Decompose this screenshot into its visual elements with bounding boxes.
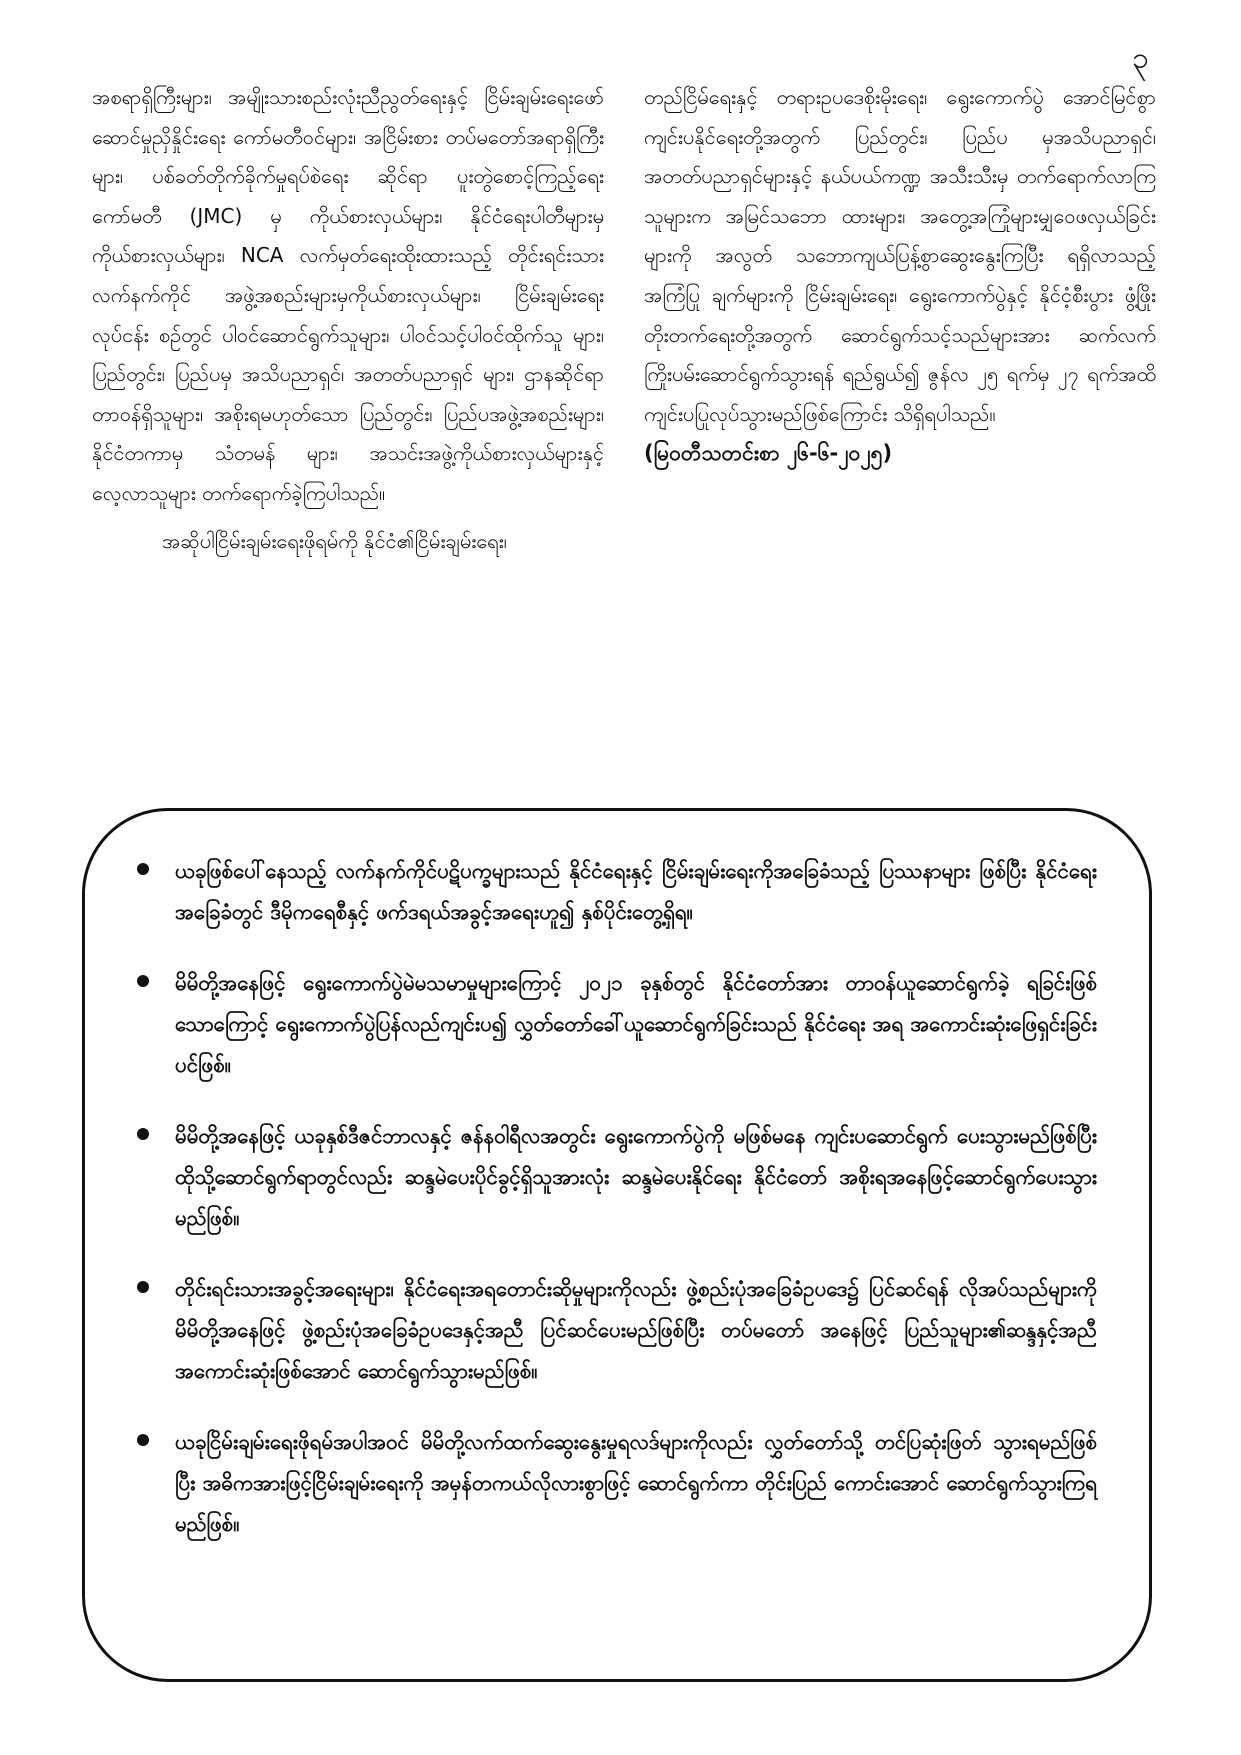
highlight-box <box>82 808 1152 1682</box>
list-item-text: မိမိတို့အနေဖြင့် ရွေးကောက်ပွဲမဲမသမာမှုများကြောင့် ၂၀၂၁ ခုနှစ်တွင် နိုင်ငံတော်အား တာဝန်ယူဆောင်ရွက်ခဲ့ ရခြင်းဖြစ်သောကြောင့် ရွေးကောက်ပွဲပြန်လည်ကျင်းပ၍ လွှတ်တော်ခေါ်ယူဆောင်ရွက်ခြင်းသည် နိုင်ငံရေး အရ အကောင်းဆုံးဖြေရှင်းခြင်းပင်ဖြစ်။ <box>175 971 1097 1077</box>
list-item-text: ယခုငြိမ်းချမ်းရေးဖိုရမ်အပါအဝင် မိမိတို့လက်ထက်ဆွေးနွေးမှုရလဒ်များကိုလည်း လွှတ်တော်သို့ တင်ပြဆုံးဖြတ် သွားရမည်ဖြစ်ပြီး အဓိကအားဖြင့်ငြိမ်းချမ်းရေးကို အမှန်တကယ်လိုလားစွာဖြင့် ဆောင်ရွက်ကာ တိုင်းပြည် ကောင်းအောင် ဆောင်ရွက်သွားကြရမည်ဖြစ်။ <box>175 1430 1097 1536</box>
bullet-icon <box>137 1281 149 1293</box>
page-number: ၃ <box>1132 41 1149 76</box>
left-column <box>92 78 604 561</box>
right-column <box>644 78 1156 474</box>
left-paragraph-1: အစရာရှိကြီးများ၊ အမျိုးသားစည်းလုံးညီညွတ်ရေးနှင့် ငြိမ်းချမ်းရေးဖော်ဆောင်မှုညှိနှိုင်းရေး ကော်မတီဝင်များ၊ အငြိမ်းစား တပ်မတော်အရာရှိကြီးများ၊ ပစ်ခတ်တိုက်ခိုက်မှုရပ်စဲရေး ဆိုင်ရာ ပူးတွဲစောင့်ကြည့်ရေးကော်မတီ (JMC) မှ ကိုယ်စားလှယ်များ၊ နိုင်ငံရေးပါတီများမှ ကိုယ်စားလှယ်များ၊ NCA လက်မှတ်ရေးထိုးထားသည့် တိုင်းရင်းသားလက်နက်ကိုင် အဖွဲ့အစည်းများမှကိုယ်စားလှယ်များ၊ ငြိမ်းချမ်းရေးလုပ်ငန်း စဉ်တွင် ပါဝင်ဆောင်ရွက်သူများ၊ ပါဝင်သင့်ပါဝင်ထိုက်သူ များ၊ ပြည်တွင်း၊ ပြည်ပမှ အသိပညာရှင်၊ အတတ်ပညာရှင် များ၊ ဌာနဆိုင်ရာတာဝန်ရှိသူများ၊ အစိုးရမဟုတ်သော ပြည်တွင်း၊ ပြည်ပအဖွဲ့အစည်းများ၊ နိုင်ငံတကာမှ သံတမန် များ၊ အသင်းအဖွဲ့ကိုယ်စားလှယ်များနှင့် လေ့လာသူများ တက်ရောက်ခဲ့ကြပါသည်။ <box>92 85 604 505</box>
list-item-text: မိမိတို့အနေဖြင့် ယခုနှစ်ဒီဇင်ဘာလနှင့် ဇန်နဝါရီလအတွင်း ရွေးကောက်ပွဲကို မဖြစ်မနေ ကျင်းပဆောင်ရွက် ပေးသွားမည်ဖြစ်ပြီး ထိုသို့ဆောင်ရွက်ရာတွင်လည်း ဆန္ဒမဲပေးပိုင်ခွင့်ရှိသူအားလုံး ဆန္ဒမဲပေးနိုင်ရေး နိုင်ငံတော် အစိုးရအနေဖြင့်ဆောင်ရွက်ပေးသွားမည်ဖြစ်။ <box>175 1124 1097 1230</box>
bullet-icon <box>137 1434 149 1446</box>
list-item <box>137 1422 1097 1545</box>
bullet-icon <box>137 1128 149 1140</box>
news-source: (မြဝတီသတင်းစာ ၂၆-၆-၂၀၂၅) <box>644 441 893 466</box>
list-item <box>137 1116 1097 1239</box>
list-item-text: တိုင်းရင်းသားအခွင့်အရေးများ၊ နိုင်ငံရေးအရတောင်းဆိုမှုများကိုလည်း ဖွဲ့စည်းပုံအခြေခံဥပဒေ၌ ပြင်ဆင်ရန် လိုအပ်သည်များကို မိမိတို့အနေဖြင့် ဖွဲ့စည်းပုံအခြေခံဥပဒေနှင့်အညီ ပြင်ဆင်ပေးမည်ဖြစ်ပြီး တပ်မတော် အနေဖြင့် ပြည်သူများ၏ဆန္ဒနှင့်အညီ အကောင်းဆုံးဖြစ်အောင် ဆောင်ရွက်သွားမည်ဖြစ်။ <box>175 1277 1097 1383</box>
list-item-text: ယခုဖြစ်ပေါ်နေသည့် လက်နက်ကိုင်ပဋိပက္ခများသည် နိုင်ငံရေးနှင့် ငြိမ်းချမ်းရေးကိုအခြေခံသည့် ပြဿနာများ ဖြစ်ပြီး နိုင်ငံရေးအခြေခံတွင် ဒီမိုကရေစီနှင့် ဖက်ဒရယ်အခွင့်အရေးဟူ၍ နှစ်ပိုင်းတွေ့ရှိရ။ <box>175 859 1097 924</box>
bullet-icon <box>137 863 149 875</box>
list-item <box>137 963 1097 1086</box>
left-paragraph-2: အဆိုပါငြိမ်းချမ်းရေးဖိုရမ်ကို နိုင်ငံ၏ငြိမ်းချမ်းရေး၊ <box>162 528 507 553</box>
bullet-icon <box>137 975 149 987</box>
right-paragraph-1: တည်ငြိမ်ရေးနှင့် တရားဥပဒေစိုးမိုးရေး၊ ရွေးကောက်ပွဲ အောင်မြင်စွာ ကျင်းပနိုင်ရေးတို့အတွက် ပြည်တွင်း၊ ပြည်ပ မှအသိပညာရှင်၊ အတတ်ပညာရှင်များနှင့် နယ်ပယ်ကဏ္ဍ အသီးသီးမှ တက်ရောက်လာကြသူများက အမြင်သဘော ထားများ၊ အတွေ့အကြုံများမျှဝေဖလှယ်ခြင်းများကို အလွတ် သဘောကျယ်ပြန့်စွာဆွေးနွေးကြပြီး ရရှိလာသည့် အကြံပြု ချက်များကို ငြိမ်းချမ်းရေး၊ ရွေးကောက်ပွဲနှင့် နိုင်ငံ့စီးပွား ဖွံ့ဖြိုးတိုးတက်ရေးတို့အတွက် ဆောင်ရွက်သင့်သည်များအား ဆက်လက်ကြိုးပမ်းဆောင်ရွက်သွားရန် ရည်ရွယ်၍ ဇွန်လ ၂၅ ရက်မှ ၂၇ ရက်အထိ ကျင်းပပြုလုပ်သွားမည်ဖြစ်ကြောင်း သိရှိရပါသည်။ <box>644 85 1156 426</box>
list-item <box>137 1269 1097 1392</box>
list-item <box>137 851 1097 933</box>
bullet-list <box>137 851 1097 1575</box>
